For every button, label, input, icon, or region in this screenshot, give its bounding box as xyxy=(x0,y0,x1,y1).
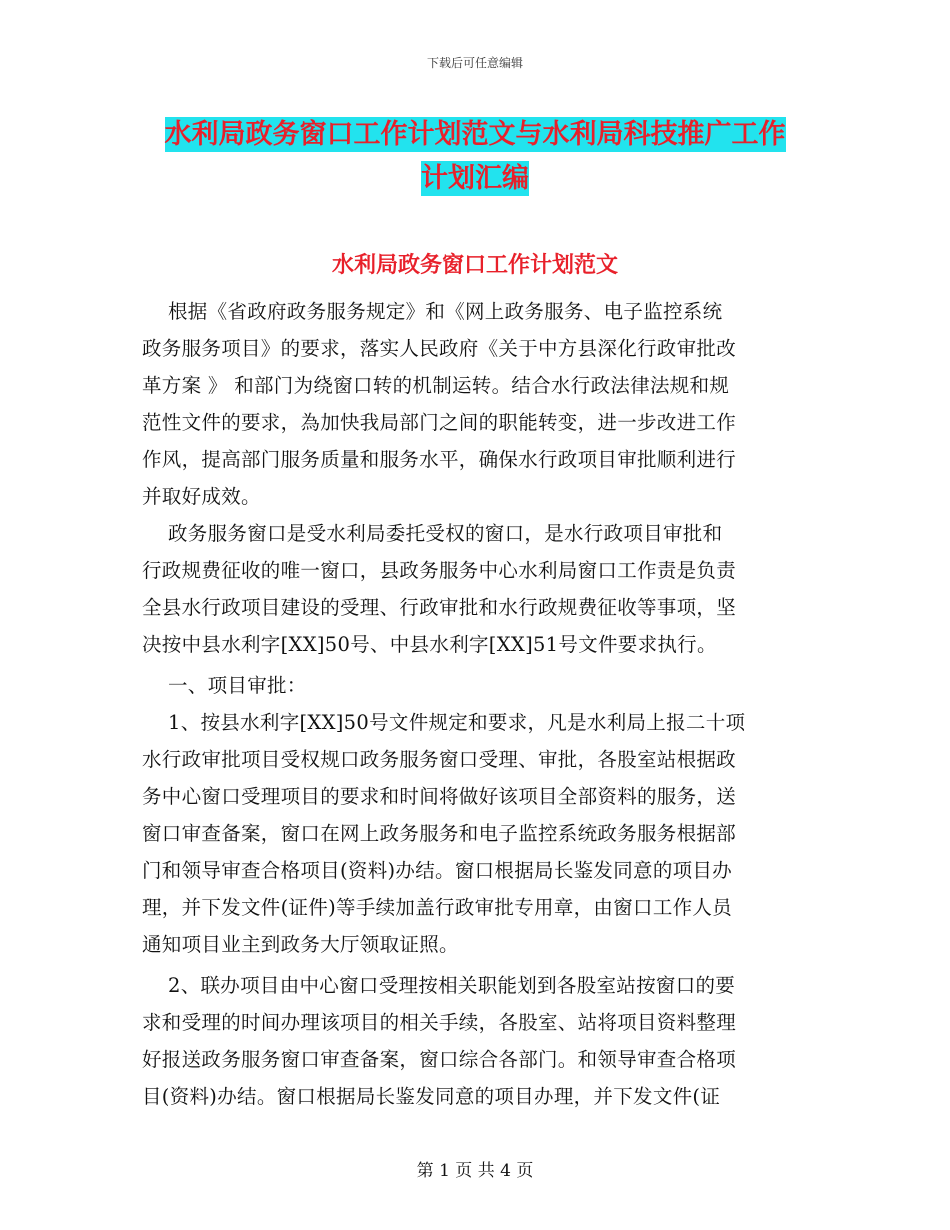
body-line: 行政规费征收的唯一窗口，县政务服务中心水利局窗口工作责是负责 xyxy=(142,559,737,582)
body-line: 革方案 》 和部门为绕窗口转的机制运转。结合水行政法律法规和规 xyxy=(142,374,730,397)
body-line: 2、联办项目由中心窗口受理按相关职能划到各股室站按窗口的要 xyxy=(142,974,736,997)
header-note: 下载后可任意编辑 xyxy=(426,56,523,70)
body-line: 通知项目业主到政务大厅领取证照。 xyxy=(142,933,459,956)
body-line: 务中心窗口受理项目的要求和时间将做好该项目全部资料的服务，送 xyxy=(142,785,737,808)
body-line: 目(资料)办结。窗口根据局长鉴发同意的项目办理，并下发文件(证 xyxy=(142,1085,721,1108)
body-line: 求和受理的时间办理该项目的相关手续，各股室、站将项目资料整理 xyxy=(142,1011,737,1034)
body-line: 全县水行政项目建设的受理、行政审批和水行政规费征收等事项，坚 xyxy=(142,596,737,619)
body-line: 门和领导审查合格项目(资料)办结。窗口根据局长鉴发同意的项目办 xyxy=(142,859,733,882)
page-footer: 第 1 页 共 4 页 xyxy=(416,1161,534,1181)
body-line: 一、项目审批： xyxy=(142,674,307,697)
section-title: 水利局政务窗口工作计划范文 xyxy=(331,253,618,278)
document-title-line1 xyxy=(0,112,950,151)
body-line: 政务服务窗口是受水利局委托受权的窗口，是水行政项目审批和 xyxy=(142,522,723,545)
body-line: 并取好成效。 xyxy=(142,485,261,508)
body-line: 好报送政务服务窗口审查备案，窗口综合各部门。和领导审查合格项 xyxy=(142,1048,737,1071)
body-line: 窗口审查备案，窗口在网上政务服务和电子监控系统政务服务根据部 xyxy=(142,822,737,845)
body-line: 1、按县水利字[XX]50号文件规定和要求，凡是水利局上报二十项 xyxy=(142,711,746,734)
document-title-line2-text: 计划汇编 xyxy=(421,163,529,194)
body-line: 范性文件的要求，為加快我局部门之间的职能转变，进一步改进工作 xyxy=(142,411,737,434)
body-line: 根据《省政府政务服务规定》和《网上政务服务、电子监控系统 xyxy=(142,300,723,323)
body-line: 理，并下发文件(证件)等手续加盖行政审批专用章，由窗口工作人员 xyxy=(142,896,733,919)
body-line: 决按中县水利字[XX]50号、中县水利字[XX]51号文件要求执行。 xyxy=(142,633,717,656)
document-title-line2 xyxy=(0,156,950,195)
body-line: 政务服务项目》的要求，落实人民政府《关于中方县深化行政审批改 xyxy=(142,337,737,360)
document-title-line1-text: 水利局政务窗口工作计划范文与水利局科技推广工作 xyxy=(164,119,786,150)
body-line: 作风，提高部门服务质量和服务水平，确保水行政项目审批顺利进行 xyxy=(142,448,737,471)
body-line: 水行政审批项目受权规口政务服务窗口受理、审批，各股室站根据政 xyxy=(142,748,737,771)
